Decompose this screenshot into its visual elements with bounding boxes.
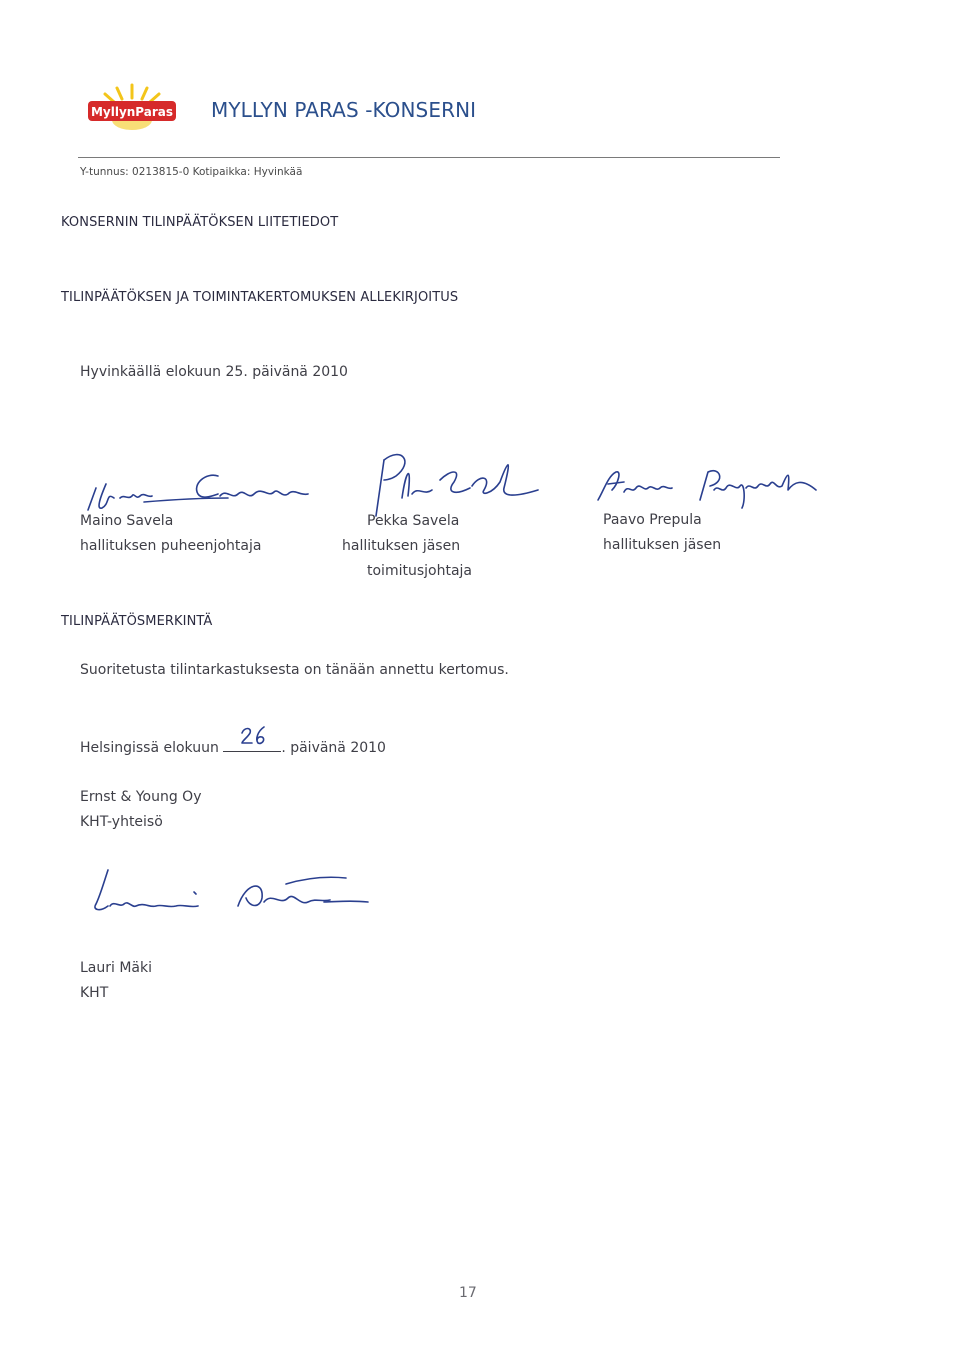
signature-paavo-prepula (590, 460, 830, 510)
myllyn-paras-logo (86, 82, 178, 132)
auditor-firm-type: KHT-yhteisö (80, 814, 163, 830)
signer-role-2a: hallituksen jäsen (342, 538, 461, 554)
logo-text: MyllynParas (90, 105, 174, 119)
auditor-date-prefix: Helsingissä elokuun (80, 740, 219, 756)
signature-maino-savela (78, 458, 328, 520)
signer-role-3: hallituksen jäsen (603, 537, 722, 553)
signer-role-1: hallituksen puheenjohtaja (80, 538, 262, 554)
section-heading-liitetiedot: KONSERNIN TILINPÄÄTÖKSEN LIITETIEDOT (61, 215, 339, 230)
signer-name-3: Paavo Prepula (603, 512, 702, 528)
auditor-place-date (80, 738, 386, 756)
signature-pekka-savela (362, 440, 542, 520)
handwritten-day-26 (238, 725, 272, 747)
page-number: 17 (459, 1285, 477, 1301)
board-place-date: Hyvinkäällä elokuun 25. päivänä 2010 (80, 364, 348, 380)
auditor-date-suffix: . päivänä 2010 (281, 740, 386, 756)
auditor-firm: Ernst & Young Oy (80, 789, 202, 805)
audit-statement: Suoritetusta tilintarkastuksesta on tänään annettu kertomus. (80, 662, 509, 678)
signer-role-2b: toimitusjohtaja (367, 563, 472, 579)
section-heading-merkinta: TILINPÄÄTÖSMERKINTÄ (61, 614, 213, 629)
company-name: MYLLYN PARAS -KONSERNI (211, 98, 477, 122)
header-divider (78, 157, 780, 158)
signer-name-1: Maino Savela (80, 513, 174, 529)
auditor-name: Lauri Mäki (80, 960, 153, 976)
signature-lauri-maki (86, 862, 376, 922)
company-meta: Y-tunnus: 0213815-0 Kotipaikka: Hyvinkää (80, 166, 303, 178)
section-heading-allekirjoitus: TILINPÄÄTÖKSEN JA TOIMINTAKERTOMUKSEN ALLEKIRJOITUS (61, 290, 459, 305)
auditor-title: KHT (80, 985, 109, 1001)
signer-name-2: Pekka Savela (367, 513, 460, 529)
